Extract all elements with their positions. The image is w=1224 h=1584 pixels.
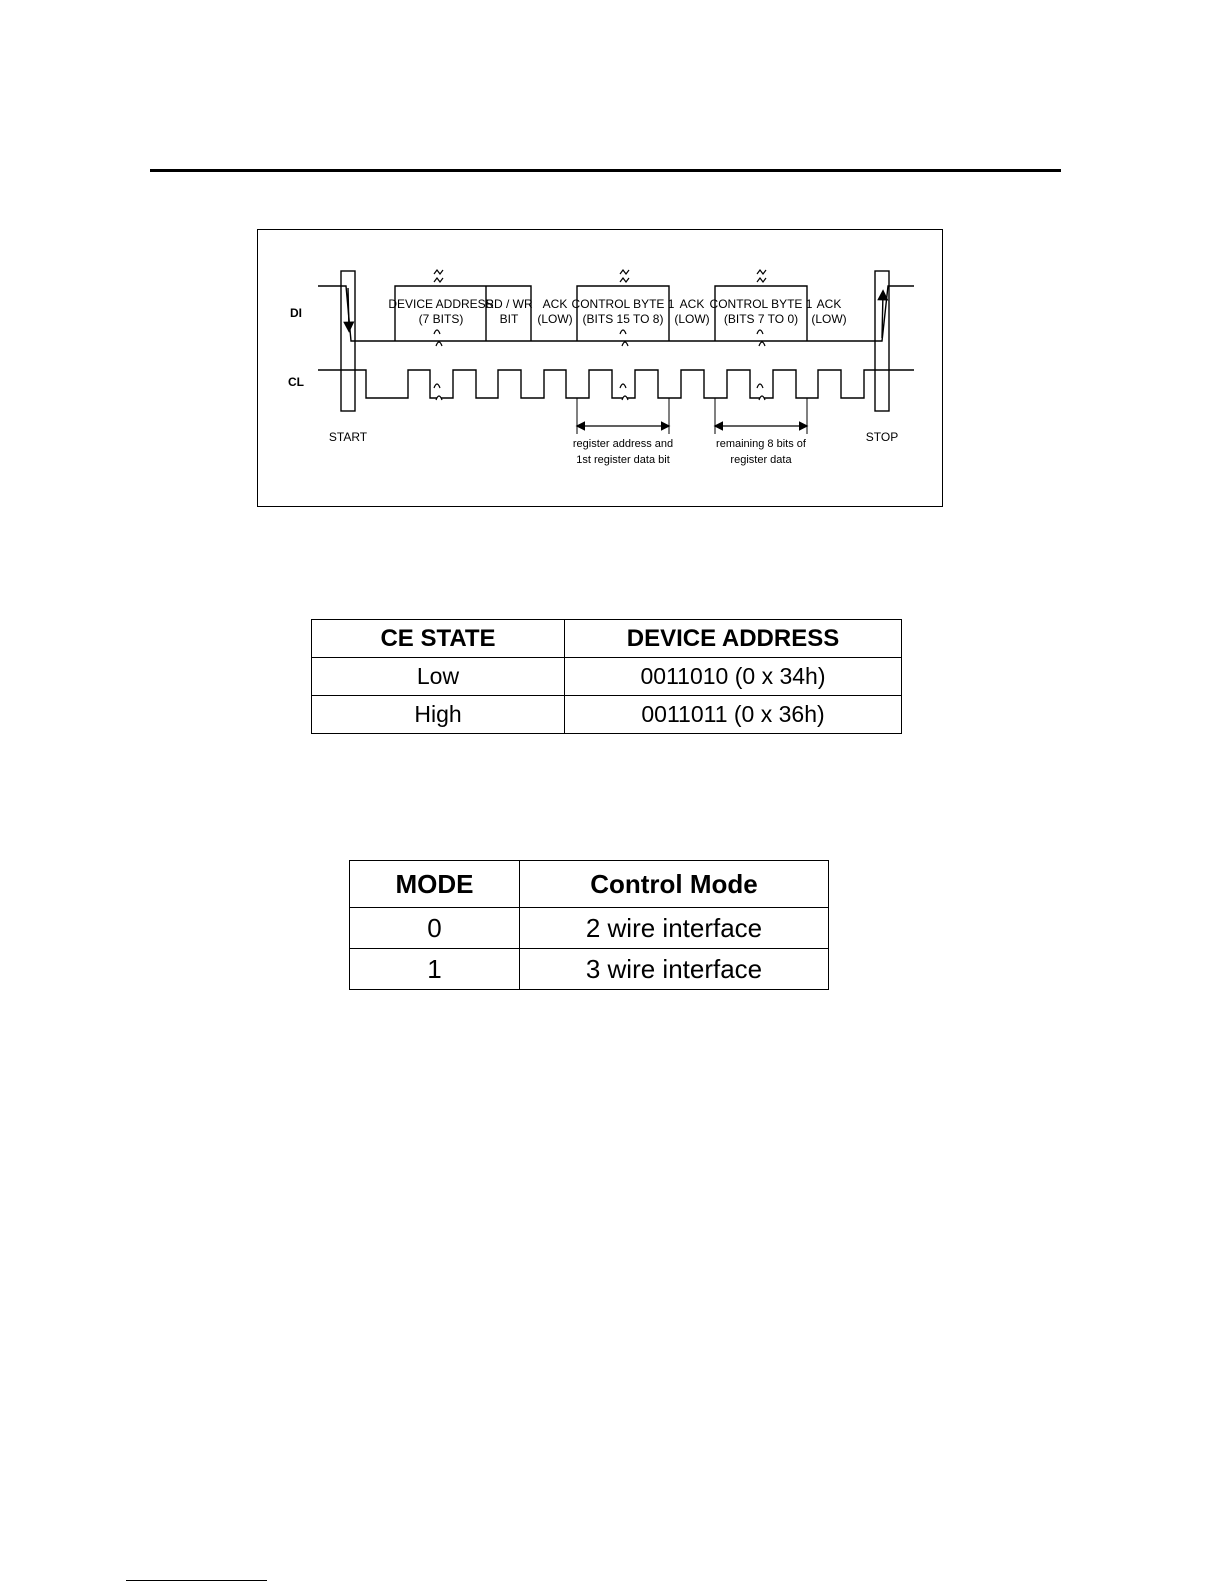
ce-state-cell: Low <box>312 658 565 696</box>
control-byte-b-label: CONTROL BYTE 1 <box>709 297 813 311</box>
control-mode-cell: 3 wire interface <box>520 949 829 990</box>
break-marks <box>434 270 766 400</box>
mode-cell: 0 <box>350 908 520 949</box>
top-rule <box>150 169 1061 172</box>
control-byte-a-bits: (BITS 15 TO 8) <box>582 312 664 326</box>
ack3-label: ACK <box>816 297 842 311</box>
table-row <box>350 908 829 949</box>
start-arrow <box>348 288 349 330</box>
table-header-row <box>350 861 829 908</box>
ack2-low: (LOW) <box>674 312 710 326</box>
ack1-low: (LOW) <box>537 312 573 326</box>
device-address-label: DEVICE ADDRESS <box>388 297 494 311</box>
footer-rule <box>126 1580 267 1581</box>
stop-label: STOP <box>865 430 899 444</box>
cl-label: CL <box>288 375 304 389</box>
device-address-cell: 0011011 (0 x 36h) <box>565 696 902 734</box>
mode-cell: 1 <box>350 949 520 990</box>
table-row <box>312 658 902 696</box>
ack2-label: ACK <box>679 297 705 311</box>
device-address-bits: (7 BITS) <box>418 312 464 326</box>
device-address-header: DEVICE ADDRESS <box>565 620 902 658</box>
start-label: START <box>328 430 368 444</box>
ce-state-header: CE STATE <box>312 620 565 658</box>
rd-wr-label: RD / WR <box>485 297 533 311</box>
timing-diagram-svg <box>258 230 944 508</box>
device-address-cell: 0011010 (0 x 34h) <box>565 658 902 696</box>
stop-arrow <box>882 292 883 338</box>
annotation-a-line1: register address and <box>572 438 674 450</box>
ack3-low: (LOW) <box>811 312 847 326</box>
annotation-b-line1: remaining 8 bits of <box>716 438 806 450</box>
annotation-b-line2: register data <box>730 454 792 466</box>
ce-state-cell: High <box>312 696 565 734</box>
control-mode-header: Control Mode <box>520 861 829 908</box>
table-row <box>350 949 829 990</box>
control-byte-b-bits: (BITS 7 TO 0) <box>723 312 799 326</box>
cl-waveform <box>318 370 914 398</box>
rd-wr-bit: BIT <box>499 312 519 326</box>
annotation-a-line2: 1st register data bit <box>576 454 670 466</box>
ce-state-table <box>311 619 902 734</box>
ack1-label: ACK <box>542 297 568 311</box>
control-mode-cell: 2 wire interface <box>520 908 829 949</box>
di-label: DI <box>290 306 302 320</box>
table-row <box>312 696 902 734</box>
control-byte-a-label: CONTROL BYTE 1 <box>571 297 675 311</box>
timing-diagram <box>257 229 943 507</box>
mode-table <box>349 860 829 990</box>
mode-header: MODE <box>350 861 520 908</box>
table-header-row <box>312 620 902 658</box>
